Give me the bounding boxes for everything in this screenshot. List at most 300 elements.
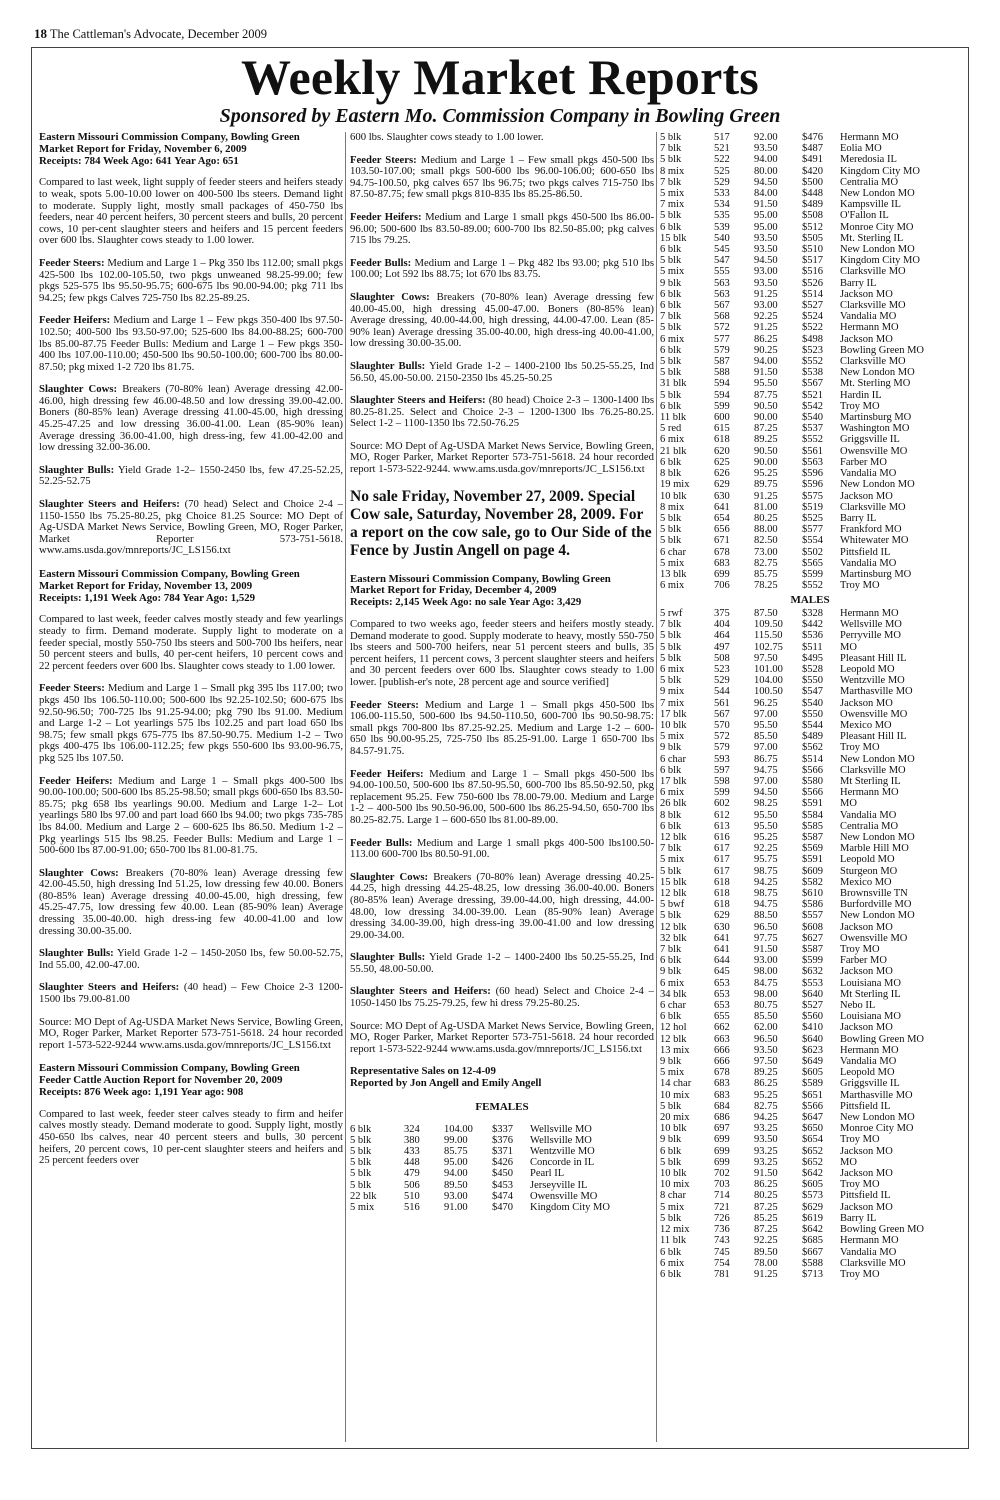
sale-row xyxy=(660,1157,960,1168)
sale-price-cwt: 93.00 xyxy=(754,266,778,278)
report-paragraph xyxy=(350,441,654,476)
sale-location: Pittsfield IL xyxy=(840,546,891,558)
sale-row xyxy=(660,1090,960,1101)
sale-avg-weight: 497 xyxy=(714,641,730,653)
sale-location: Martinsburg MO xyxy=(840,412,912,424)
sale-price-cwt: 93.25 xyxy=(754,1123,778,1135)
sale-price-per-head: $608 xyxy=(802,921,823,933)
report-heading-line: Eastern Missouri Commission Company, Bowling Green xyxy=(350,572,611,585)
sale-row xyxy=(660,1190,960,1201)
sale-price-cwt: 94.25 xyxy=(754,876,778,888)
report-text: Compared to last week, feeder calves mostly steady and few yearlings steady to firm. Demand moderate. Supply light to moderate on a feeder special, mostly 550-750 lbs steers and 500-700 lbs heifers, near 50 percent steers and bulls, 40 per-cent heifers, 10 percent cows and 22 percent feeders over 600 lbs. Slaughter cows steady to 1.00 lower. xyxy=(39,613,343,672)
report-paragraph xyxy=(39,948,343,971)
sale-price-cwt: 93.50 xyxy=(754,232,778,244)
sale-price-cwt: 95.00 xyxy=(754,221,778,233)
reporters-line: Reported by Jon Angell and Emily Angell xyxy=(350,1077,542,1090)
sale-price-per-head: $500 xyxy=(802,176,823,188)
sale-row xyxy=(660,1213,960,1224)
sale-head-count: 9 blk xyxy=(660,742,682,754)
sale-row xyxy=(660,709,960,720)
sale-head-count: 6 blk xyxy=(660,820,682,832)
sale-head-count: 34 blk xyxy=(660,988,687,1000)
sale-head-count: 8 mix xyxy=(660,165,685,177)
sale-location: Hermann MO xyxy=(840,787,899,799)
sale-price-cwt: 92.25 xyxy=(754,1235,778,1247)
sale-location: Mt Sterling IL xyxy=(840,775,901,787)
sale-row xyxy=(660,210,960,221)
column-1 xyxy=(39,132,343,1448)
sale-location: Owensville MO xyxy=(840,445,908,457)
report-text: Medium and Large 1 – Pkg 350 lbs 112.00; small pkgs 425-500 lbs 102.00-105.50, two pkgs unweaned 98.25-99.00; few pkgs 525-575 lbs 95.50-95.75; 600-675 lbs 90.00-94.00; pkg 711 lbs 94.25; few pkgs Calves 725-750 lbs 82.25-89.25. xyxy=(39,256,343,304)
sale-row xyxy=(660,547,960,558)
sale-row xyxy=(660,742,960,753)
sale-head-count: 6 blk xyxy=(660,300,682,312)
sale-price-cwt: 95.50 xyxy=(754,719,778,731)
report-text: Medium and Large 1 – Small pkgs 450-500 lbs 94.00-100.50, 500-600 lbs 87.50-95.50, 600-700 lbs 85.50-92.50, pkg replacement 95.25. Few 750-600 lbs 78.00-79.00. Medium and Large 1-2 – 400-500 lbs 90.50-96.00, 500-600 lbs 86.25-94.50, 650-700 lbs 80.25-82.75. Large 1 – 600-650 lbs 81.00-89.00. xyxy=(350,767,654,826)
sale-avg-weight: 523 xyxy=(714,663,730,675)
sale-location: Troy MO xyxy=(840,580,880,592)
sale-price-cwt: 89.25 xyxy=(754,434,778,446)
sale-price-per-head: $584 xyxy=(802,809,823,821)
sale-price-per-head: $619 xyxy=(802,1212,823,1224)
sale-head-count: 5 blk xyxy=(660,865,682,877)
sale-price-cwt: 93.50 xyxy=(754,1044,778,1056)
sale-row xyxy=(660,1134,960,1145)
sale-head-count: 7 mix xyxy=(660,697,685,709)
sale-price-cwt: 92.00 xyxy=(754,132,778,143)
sale-head-count: 5 blk xyxy=(660,535,682,547)
sale-head-count: 5 blk xyxy=(660,255,682,267)
sale-price-per-head: $566 xyxy=(802,1100,823,1112)
sale-location: Vandalia MO xyxy=(840,1246,897,1258)
report-paragraph xyxy=(350,258,654,281)
sale-price-per-head: $569 xyxy=(802,843,823,855)
sale-location: Pittsfield IL xyxy=(840,1100,891,1112)
sale-price-cwt: 87.50 xyxy=(754,607,778,619)
sale-price-cwt: 100.50 xyxy=(754,686,783,698)
sale-head-count: 32 blk xyxy=(660,932,687,944)
sale-price-per-head: $525 xyxy=(802,512,823,524)
sale-row xyxy=(660,843,960,854)
report-paragraph xyxy=(350,619,654,689)
sale-avg-weight: 433 xyxy=(404,1146,420,1158)
sale-price-per-head: $505 xyxy=(802,232,823,244)
sale-location: Wellsville MO xyxy=(530,1123,592,1135)
sale-avg-weight: 678 xyxy=(714,546,730,558)
sale-price-per-head: $527 xyxy=(802,300,823,312)
sale-row xyxy=(660,401,960,412)
report-heading-line: Receipts: 784 Week Ago: 641 Year Ago: 651 xyxy=(39,154,239,167)
sale-row xyxy=(660,630,960,641)
sale-avg-weight: 684 xyxy=(714,1100,730,1112)
sale-row xyxy=(660,502,960,513)
sale-row xyxy=(660,765,960,776)
sale-location: New London MO xyxy=(840,831,915,843)
sale-price-per-head: $599 xyxy=(802,955,823,967)
report-heading-line: Market Report for Friday, December 4, 2009 xyxy=(350,584,557,597)
sale-price-cwt: 93.50 xyxy=(754,277,778,289)
sale-head-count: 7 blk xyxy=(660,311,682,323)
sale-avg-weight: 699 xyxy=(714,1145,730,1157)
sale-avg-weight: 517 xyxy=(714,132,730,143)
sale-head-count: 5 mix xyxy=(660,854,685,866)
sale-price-per-head: $514 xyxy=(802,288,823,300)
sale-price-per-head: $523 xyxy=(802,344,823,356)
category-label: Feeder Heifers: xyxy=(39,774,113,787)
sale-location: Sturgeon MO xyxy=(840,865,898,877)
report-text: (40 head) – Few Choice 2-3 1200-1500 lbs 79.00-81.00 xyxy=(39,981,343,1006)
sale-row xyxy=(660,1000,960,1011)
category-label: Feeder Heifers: xyxy=(39,314,111,327)
sale-avg-weight: 617 xyxy=(714,843,730,855)
sale-head-count: 12 blk xyxy=(660,1033,687,1045)
report-paragraph xyxy=(39,1109,343,1167)
sale-price-cwt: 97.50 xyxy=(754,652,778,664)
sale-price-cwt: 87.25 xyxy=(754,1224,778,1236)
sale-location: Marthasville MO xyxy=(840,1089,913,1101)
sale-avg-weight: 599 xyxy=(714,400,730,412)
sale-price-per-head: $713 xyxy=(802,1268,823,1280)
report-text: Yield Grade 1-2 – 1450-2050 lbs, few 50.00-52.75, Ind 55.00, 42.00-47.00. xyxy=(39,947,343,971)
sale-row xyxy=(660,233,960,244)
report-text: Medium and Large 1 – Small pkgs 450-500 lbs 106.00-115.50, 500-600 lbs 94.50-110.50, 600-700 lbs 90.50-98.75: small pkgs 700-800 lbs 87.25-92.25. Medium and Large 1-2 – 600-650 lbs 90.00-95.25, 725-750 lbs 85.25-91.00. Large 1 650-700 lbs 84.57-91.75. xyxy=(350,698,654,757)
report-paragraph xyxy=(39,177,343,247)
sale-price-cwt: 97.00 xyxy=(754,708,778,720)
sale-row xyxy=(660,412,960,423)
sale-price-per-head: $557 xyxy=(802,910,823,922)
sale-price-cwt: 89.75 xyxy=(754,479,778,491)
sale-row xyxy=(660,154,960,165)
sale-location: Leopold MO xyxy=(840,854,895,866)
sale-head-count: 6 blk xyxy=(660,1268,682,1280)
sale-location: Kampsville IL xyxy=(840,199,901,211)
sale-price-cwt: 91.50 xyxy=(754,199,778,211)
sale-head-count: 10 blk xyxy=(660,1168,687,1180)
sale-row xyxy=(660,524,960,535)
sale-avg-weight: 380 xyxy=(404,1134,420,1146)
sale-price-cwt: 80.00 xyxy=(754,165,778,177)
sale-price-per-head: $629 xyxy=(802,1201,823,1213)
sale-location: Martinsburg MO xyxy=(840,568,912,580)
sale-head-count: 5 blk xyxy=(660,641,682,653)
sale-location: Jackson MO xyxy=(840,490,893,502)
sale-avg-weight: 544 xyxy=(714,686,730,698)
sale-avg-weight: 618 xyxy=(714,888,730,899)
sale-avg-weight: 641 xyxy=(714,944,730,956)
category-label: Feeder Bulls: xyxy=(350,256,412,269)
sale-price-cwt: 94.75 xyxy=(754,764,778,776)
sale-price-per-head: $420 xyxy=(802,165,823,177)
sale-avg-weight: 533 xyxy=(714,188,730,200)
sale-row xyxy=(660,266,960,277)
sale-location: Clarksville MO xyxy=(840,1257,906,1269)
sale-price-per-head: $591 xyxy=(802,798,823,810)
sale-location: Mt. Sterling IL xyxy=(840,232,904,244)
sale-avg-weight: 683 xyxy=(714,1078,730,1090)
sale-avg-weight: 721 xyxy=(714,1201,730,1213)
sale-location: Troy MO xyxy=(840,1268,880,1280)
sale-price-cwt: 94.50 xyxy=(754,255,778,267)
category-label: Slaughter Cows: xyxy=(350,870,429,883)
sale-price-cwt: 96.50 xyxy=(754,1033,778,1045)
sale-price-cwt: 82.75 xyxy=(754,1100,778,1112)
sale-location: New London MO xyxy=(840,188,915,200)
market-report-section xyxy=(39,1063,343,1166)
report-paragraph xyxy=(350,872,654,942)
category-label: Slaughter Cows: xyxy=(39,383,118,396)
sale-location: Leopold MO xyxy=(840,663,895,675)
sale-price-cwt: 90.00 xyxy=(754,456,778,468)
sale-avg-weight: 594 xyxy=(714,378,730,390)
sale-price-cwt: 96.50 xyxy=(754,921,778,933)
sale-location: Jackson MO xyxy=(840,1168,893,1180)
column-3 xyxy=(660,132,960,1448)
sale-row xyxy=(660,888,960,899)
sale-avg-weight: 617 xyxy=(714,865,730,877)
sale-price-cwt: 94.00 xyxy=(444,1168,468,1180)
report-paragraph xyxy=(350,292,654,350)
sale-location: Marble Hill MO xyxy=(840,843,909,855)
sale-price-cwt: 88.00 xyxy=(754,524,778,536)
sale-row xyxy=(660,580,960,591)
sale-head-count: 6 mix xyxy=(660,434,685,446)
sale-avg-weight: 653 xyxy=(714,977,730,989)
sale-location: O'Fallon IL xyxy=(840,210,889,222)
report-heading-line: Market Report for Friday, November 6, 2009 xyxy=(39,142,247,155)
sale-location: Hermann MO xyxy=(840,132,899,143)
sale-avg-weight: 662 xyxy=(714,1022,730,1034)
sale-price-cwt: 89.50 xyxy=(444,1179,468,1191)
report-text: Medium and Large 1 – Pkg 482 lbs 93.00; pkg 510 lbs 100.00; Lot 592 lbs 88.75; lot 670 lbs 83.75. xyxy=(350,256,654,281)
sale-price-per-head: $685 xyxy=(802,1235,823,1247)
sale-location: Vandalia MO xyxy=(840,557,897,569)
sale-price-per-head: $585 xyxy=(802,820,823,832)
sale-avg-weight: 563 xyxy=(714,288,730,300)
report-paragraph xyxy=(39,868,343,938)
sale-avg-weight: 703 xyxy=(714,1179,730,1191)
sale-price-per-head: $526 xyxy=(802,277,823,289)
sale-price-per-head: $521 xyxy=(802,389,823,401)
sale-row xyxy=(350,1180,650,1191)
sale-price-cwt: 93.25 xyxy=(754,1156,778,1168)
sale-head-count: 7 blk xyxy=(660,619,682,631)
sale-avg-weight: 653 xyxy=(714,988,730,1000)
sale-head-count: 10 blk xyxy=(660,1123,687,1135)
sale-price-per-head: $491 xyxy=(802,154,823,166)
sale-price-per-head: $587 xyxy=(802,944,823,956)
sale-avg-weight: 671 xyxy=(714,535,730,547)
sale-avg-weight: 630 xyxy=(714,921,730,933)
sale-price-cwt: 85.75 xyxy=(754,568,778,580)
sale-row xyxy=(660,1258,960,1269)
sale-price-cwt: 95.00 xyxy=(444,1157,468,1169)
masthead xyxy=(32,48,968,128)
sale-location: Concorde in IL xyxy=(530,1157,595,1169)
sale-avg-weight: 699 xyxy=(714,568,730,580)
category-label: Feeder Steers: xyxy=(39,682,105,695)
sale-head-count: 5 blk xyxy=(660,210,682,222)
sale-avg-weight: 686 xyxy=(714,1112,730,1124)
sale-location: Centralia MO xyxy=(840,176,899,188)
sale-row xyxy=(660,558,960,569)
sale-head-count: 12 mix xyxy=(660,1224,690,1236)
sale-price-cwt: 90.50 xyxy=(754,400,778,412)
sale-price-cwt: 95.25 xyxy=(754,1089,778,1101)
category-label: Feeder Bulls: xyxy=(350,836,413,849)
sale-avg-weight: 522 xyxy=(714,154,730,166)
sale-location: Leopold MO xyxy=(840,1067,895,1079)
sale-head-count: 6 mix xyxy=(660,1257,685,1269)
sale-price-per-head: $566 xyxy=(802,787,823,799)
sale-price-per-head: $536 xyxy=(802,630,823,642)
sale-location: MO xyxy=(840,641,857,653)
sale-location: Hardin IL xyxy=(840,389,882,401)
sale-location: Troy MO xyxy=(840,742,880,754)
sale-head-count: 5 rwf xyxy=(660,607,683,619)
report-paragraph xyxy=(39,258,343,304)
sale-avg-weight: 593 xyxy=(714,753,730,765)
sale-avg-weight: 743 xyxy=(714,1235,730,1247)
sale-row xyxy=(660,1146,960,1157)
sale-location: Jackson MO xyxy=(840,1201,893,1213)
sale-price-cwt: 92.25 xyxy=(754,843,778,855)
sale-head-count: 6 char xyxy=(660,1000,686,1012)
sale-head-count: 5 blk xyxy=(660,367,682,379)
report-paragraph xyxy=(350,212,654,247)
sale-head-count: 11 blk xyxy=(660,1235,687,1247)
sale-price-cwt: 86.75 xyxy=(754,753,778,765)
report-paragraph xyxy=(39,465,343,488)
sale-price-per-head: $550 xyxy=(802,708,823,720)
sale-location: Farber MO xyxy=(840,456,887,468)
sale-head-count: 8 blk xyxy=(660,809,682,821)
sale-avg-weight: 600 xyxy=(714,412,730,424)
sale-head-count: 10 mix xyxy=(660,1179,690,1191)
sale-location: Jackson MO xyxy=(840,333,893,345)
sale-price-per-head: $410 xyxy=(802,1022,823,1034)
sale-location: Kingdom City MO xyxy=(840,165,920,177)
category-label: Slaughter Bulls: xyxy=(350,951,426,964)
sale-price-cwt: 101.00 xyxy=(754,663,783,675)
report-paragraph xyxy=(350,1021,654,1056)
sale-price-per-head: $540 xyxy=(802,697,823,709)
report-text: Medium and Large 1 – Small pkgs 400-500 lbs 90.00-100.00; 500-600 lbs 85.25-98.50; small pkgs 600-650 lbs 83.50-85.75; pkg 658 lbs yearlings 90.00. Medium and Large 1-2– Lot yearlings 580 lbs 97.00 and part load 660 lbs 94.00; two pkgs 735-785 lbs 84.00. Medium and Large 2 – 600-625 lbs 86.50. Medium 1-2 – Pkg yearlings 515 lbs 98.25. Feeder Bulls: Medium and Large 1 – 500-600 lbs 87.00-91.00; 650-700 lbs 81.00-81.75. xyxy=(39,774,343,857)
sale-row xyxy=(660,1179,960,1190)
sale-row xyxy=(660,177,960,188)
sale-row xyxy=(660,1235,960,1246)
sale-location: Wentzville MO xyxy=(840,675,905,687)
sale-price-per-head: $512 xyxy=(802,221,823,233)
page-header xyxy=(34,26,267,42)
sale-avg-weight: 736 xyxy=(714,1224,730,1236)
sale-location: Wellsville MO xyxy=(840,619,902,631)
report-text: Compared to two weeks ago, feeder steers and heifers mostly steady. Demand moderate to good. Supply moderate to heavy, mostly 550-750 lbs steers and 500-700 heifers, near 51 percent steers and bulls, 35 percent heifers, 11 percent cows, 3 percent slaughter steers and heifers and 30 percent feeders over 600 lbs. Slaughter cows steady to 1.00 lower. [publish-er's note, 28 percent age and source verified] xyxy=(350,618,654,689)
sale-avg-weight: 697 xyxy=(714,1123,730,1135)
sale-price-cwt: 86.25 xyxy=(754,1078,778,1090)
sale-location: Pearl IL xyxy=(530,1168,565,1180)
sale-row xyxy=(660,345,960,356)
sale-row xyxy=(660,569,960,580)
sale-row xyxy=(660,143,960,154)
sale-head-count: 12 blk xyxy=(660,888,687,899)
sale-location: Bowling Green MO xyxy=(840,1224,924,1236)
sale-avg-weight: 579 xyxy=(714,344,730,356)
sale-price-cwt: 95.50 xyxy=(754,378,778,390)
sale-head-count: 6 char xyxy=(660,546,686,558)
sale-price-cwt: 88.50 xyxy=(754,910,778,922)
sale-price-per-head: $565 xyxy=(802,557,823,569)
sale-location: Jerseyville IL xyxy=(530,1179,588,1191)
sale-avg-weight: 683 xyxy=(714,557,730,569)
sale-row xyxy=(660,776,960,787)
sale-price-cwt: 93.00 xyxy=(754,300,778,312)
report-text: Medium and Large 1 small pkgs 400-500 lbs100.50-113.00 600-700 lbs 80.50-91.00. xyxy=(350,836,654,861)
category-label: Slaughter Bulls: xyxy=(39,947,114,960)
sale-price-cwt: 93.00 xyxy=(444,1190,468,1202)
sale-row xyxy=(660,754,960,765)
sale-head-count: 5 bwf xyxy=(660,899,685,911)
sale-price-per-head: $542 xyxy=(802,400,823,412)
sale-row xyxy=(660,944,960,955)
sale-avg-weight: 597 xyxy=(714,764,730,776)
sale-row xyxy=(660,1078,960,1089)
category-label: Feeder Steers: xyxy=(39,256,105,269)
category-label: Slaughter Steers and Heifers: xyxy=(39,981,180,994)
sale-location: Barry IL xyxy=(840,1212,877,1224)
sale-location: Griggsville IL xyxy=(840,1078,900,1090)
sale-avg-weight: 602 xyxy=(714,798,730,810)
category-label: Slaughter Bulls: xyxy=(350,359,426,372)
sale-price-per-head: $502 xyxy=(802,546,823,558)
sale-row xyxy=(660,132,960,143)
sale-price-cwt: 104.00 xyxy=(444,1123,473,1135)
sale-row xyxy=(660,810,960,821)
sale-price-per-head: $448 xyxy=(802,188,823,200)
sale-head-count: 10 mix xyxy=(660,1089,690,1101)
sale-location: Washington MO xyxy=(840,423,910,435)
sale-location: Hermann MO xyxy=(840,1044,899,1056)
report-text: Compared to last week, light supply of feeder steers and heifers steady to weak, spots 5.00-10.00 lower on 400-500 lbs steers. Demand light to moderate. Supply light, mostly small packages of 450-750 lbs feeders, near 40 percent heifers, 30 percent steers and bulls, 20 percent cows, 10 per-cent slaughter steers and heifers and 15 percent feeders over 600 lbs. Slaughter cows steady to 1.00 lower. xyxy=(39,176,343,247)
sale-price-per-head: $516 xyxy=(802,266,823,278)
sale-avg-weight: 572 xyxy=(714,731,730,743)
sale-location: Owensville MO xyxy=(530,1190,598,1202)
sales-table xyxy=(660,608,960,1280)
sale-price-per-head: $519 xyxy=(802,501,823,513)
report-paragraph xyxy=(350,395,654,430)
sale-price-per-head: $517 xyxy=(802,255,823,267)
sale-location: Farber MO xyxy=(840,955,887,967)
sale-location: MO xyxy=(840,798,857,810)
sale-price-cwt: 91.50 xyxy=(754,367,778,379)
sale-row xyxy=(660,1269,960,1280)
sale-row xyxy=(660,1056,960,1067)
sale-head-count: 5 blk xyxy=(660,322,682,334)
sale-price-cwt: 94.50 xyxy=(754,787,778,799)
sale-avg-weight: 626 xyxy=(714,468,730,480)
sale-head-count: 5 mix xyxy=(660,188,685,200)
report-text: Yield Grade 1-2 – 1400-2100 lbs 50.25-55.25, Ind 56.50, 45.00-50.00. 2150-2350 lbs 45.25-50.25 xyxy=(350,359,654,384)
sale-head-count: 15 blk xyxy=(660,876,687,888)
sale-price-per-head: $566 xyxy=(802,764,823,776)
sale-avg-weight: 654 xyxy=(714,512,730,524)
sale-price-cwt: 98.25 xyxy=(754,798,778,810)
sale-row xyxy=(660,311,960,322)
column-divider xyxy=(656,132,657,1442)
sale-price-per-head: $328 xyxy=(802,607,823,619)
sale-price-cwt: 82.50 xyxy=(754,535,778,547)
sale-price-cwt: 85.50 xyxy=(754,731,778,743)
report-text: Medium and Large 1 small pkgs 450-500 lbs 86.00-96.00; 500-600 lbs 83.50-89.00; 600-700 lbs 82.50-85.00; pkg calves 715 lbs 79.25. xyxy=(350,210,654,247)
